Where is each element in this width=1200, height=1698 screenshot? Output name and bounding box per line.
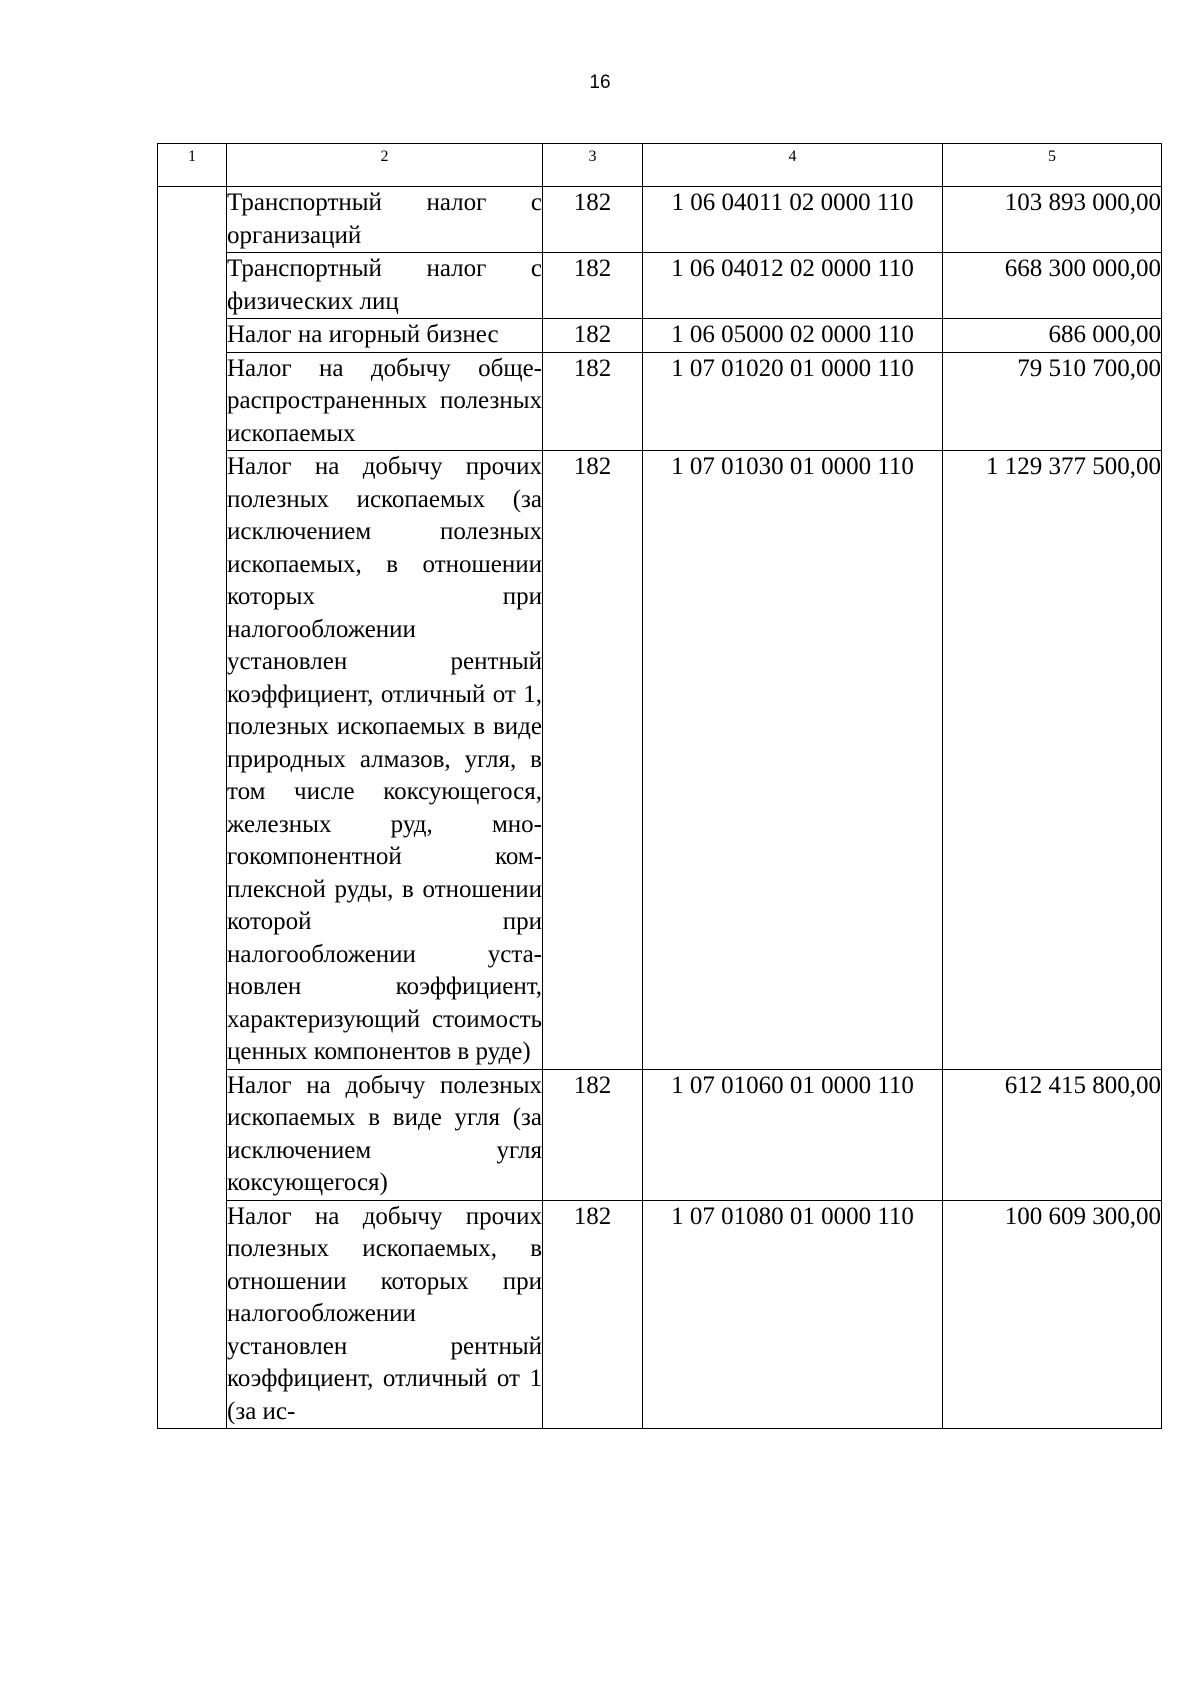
admin-code: 182 xyxy=(543,187,643,253)
revenue-name: Транспортный налог с организаций xyxy=(227,187,543,253)
budget-class-code: 1 06 05000 02 0000 110 xyxy=(643,319,943,353)
table-row xyxy=(158,319,1162,353)
header-col-2: 2 xyxy=(227,144,543,187)
amount: 686 000,00 xyxy=(943,319,1162,353)
revenue-name: Налог на добычу полезных ископаемых в виде угля (за исключением угля коксующегося) xyxy=(227,1069,543,1200)
row-group-number xyxy=(158,187,227,1429)
header-col-3: 3 xyxy=(543,144,643,187)
table-row xyxy=(158,352,1162,451)
revenue-name: Налог на добычу прочих полезных ископаемых (за исключением полезных ископаемых, в отношении которых при налогообложении установлен рентный коэффициент, отличный от 1, полезных ископаемых в виде природных алмазов, угля, в том числе коксующегося, железных руд, многокомпонентной комплексной руды, в отношении которой при налогообложении установлен коэффициент, характеризующий стоимость ценных компонентов в руде) xyxy=(227,451,543,1070)
budget-class-code: 1 07 01030 01 0000 110 xyxy=(643,451,943,1070)
table-row xyxy=(158,253,1162,319)
amount: 79 510 700,00 xyxy=(943,352,1162,451)
revenue-name: Налог на игорный бизнес xyxy=(227,319,543,353)
table-row xyxy=(158,187,1162,253)
amount: 100 609 300,00 xyxy=(943,1200,1162,1429)
budget-class-code: 1 07 01080 01 0000 110 xyxy=(643,1200,943,1429)
revenue-table xyxy=(157,143,1162,1429)
admin-code: 182 xyxy=(543,1200,643,1429)
revenue-name: Транспортный налог с физических лиц xyxy=(227,253,543,319)
table-header-row xyxy=(158,144,1162,187)
amount: 668 300 000,00 xyxy=(943,253,1162,319)
admin-code: 182 xyxy=(543,352,643,451)
admin-code: 182 xyxy=(543,1069,643,1200)
budget-class-code: 1 07 01020 01 0000 110 xyxy=(643,352,943,451)
budget-class-code: 1 07 01060 01 0000 110 xyxy=(643,1069,943,1200)
page-number: 16 xyxy=(589,72,611,93)
admin-code: 182 xyxy=(543,319,643,353)
amount: 1 129 377 500,00 xyxy=(943,451,1162,1070)
budget-class-code: 1 06 04012 02 0000 110 xyxy=(643,253,943,319)
budget-class-code: 1 06 04011 02 0000 110 xyxy=(643,187,943,253)
table-row xyxy=(158,451,1162,1070)
table-row xyxy=(158,1069,1162,1200)
amount: 612 415 800,00 xyxy=(943,1069,1162,1200)
admin-code: 182 xyxy=(543,253,643,319)
admin-code: 182 xyxy=(543,451,643,1070)
revenue-name: Налог на добычу общераспространенных полезных ископаемых xyxy=(227,352,543,451)
table-row xyxy=(158,1200,1162,1429)
header-col-5: 5 xyxy=(943,144,1162,187)
amount: 103 893 000,00 xyxy=(943,187,1162,253)
revenue-name: Налог на добычу прочих полезных ископаемых, в отношении которых при налогообложении установлен рентный коэффициент, отличный от 1 (за ис- xyxy=(227,1200,543,1429)
header-col-4: 4 xyxy=(643,144,943,187)
header-col-1: 1 xyxy=(158,144,227,187)
